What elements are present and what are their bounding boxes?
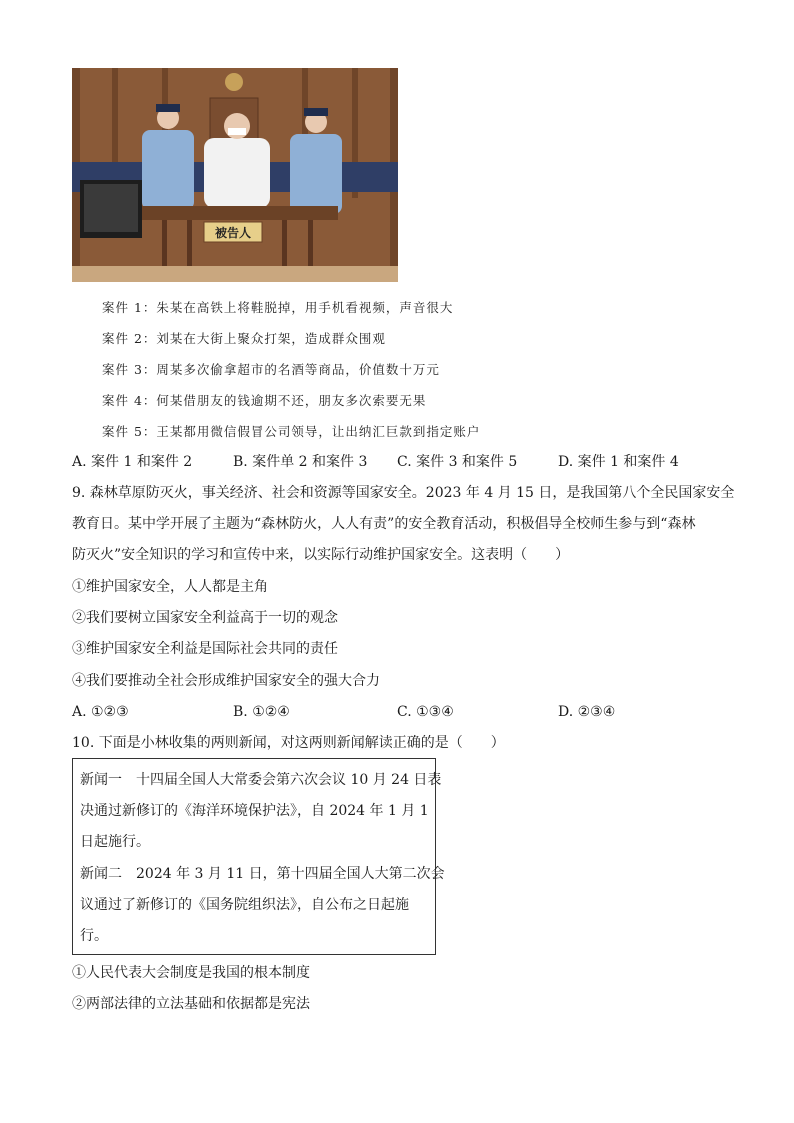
q9-statement-2: ②我们要树立国家安全利益高于一切的观念 — [72, 610, 338, 626]
q9-stem-line-3: 防灭火”安全知识的学习和宣传中来，以实际行动维护国家安全。这表明（ ） — [72, 547, 570, 563]
case-3: 案件 3：周某多次偷拿超市的名酒等商品，价值数十万元 — [102, 362, 440, 377]
case-4: 案件 4：何某借朋友的钱逾期不还，朋友多次索要无果 — [102, 393, 427, 408]
news-line-3: 日起施行。 — [80, 834, 150, 850]
news-line-2: 决通过新修订的《海洋环境保护法》，自 2024 年 1 月 1 — [80, 803, 429, 819]
q9-option-d: D. ②③④ — [558, 704, 616, 720]
q10-stem: 10. 下面是小林收集的两则新闻，对这两则新闻解读正确的是（ ） — [72, 735, 505, 751]
news-line-1: 新闻一 十四届全国人大常委会第六次会议 10 月 24 日表 — [80, 772, 442, 788]
q9-statement-3: ③维护国家安全利益是国际社会共同的责任 — [72, 641, 338, 657]
q8-option-b: B. 案件单 2 和案件 3 — [233, 454, 368, 470]
national-emblem-icon — [225, 73, 243, 91]
q10-statement-1: ①人民代表大会制度是我国的根本制度 — [72, 965, 310, 981]
q8-option-c: C. 案件 3 和案件 5 — [397, 454, 518, 470]
case-5: 案件 5：王某都用微信假冒公司领导，让出纳汇巨款到指定账户 — [102, 424, 481, 439]
q9-option-c: C. ①③④ — [397, 704, 454, 720]
q9-stem-line-2: 教育日。某中学开展了主题为“森林防火，人人有责”的安全教育活动，积极倡导全校师生参与到“森林 — [72, 516, 696, 532]
q8-option-a: A. 案件 1 和案件 2 — [72, 454, 193, 470]
q9-option-b: B. ①②④ — [233, 704, 290, 720]
case-2: 案件 2：刘某在大街上聚众打架，造成群众围观 — [102, 331, 386, 346]
q9-stem-line-1: 9. 森林草原防灭火，事关经济、社会和资源等国家安全。2023 年 4 月 15 日，是我国第八个全民国家安全 — [72, 485, 735, 501]
q10-statement-2: ②两部法律的立法基础和依据都是宪法 — [72, 996, 310, 1012]
news-line-4: 新闻二 2024 年 3 月 11 日，第十四届全国人大第二次会 — [80, 866, 445, 882]
news-line-5: 议通过了新修订的《国务院组织法》，自公布之日起施 — [80, 897, 409, 913]
q8-option-d: D. 案件 1 和案件 4 — [558, 454, 679, 470]
q9-statement-4: ④我们要推动全社会形成维护国家安全的强大合力 — [72, 673, 380, 689]
defendant-placard: 被告人 — [214, 226, 252, 240]
case-1: 案件 1：朱某在高铁上将鞋脱掉，用手机看视频，声音很大 — [102, 300, 454, 315]
q9-option-a: A. ①②③ — [72, 704, 129, 720]
courtroom-photo — [72, 68, 398, 282]
q9-statement-1: ①维护国家安全，人人都是主角 — [72, 579, 268, 595]
news-line-6: 行。 — [80, 928, 108, 944]
